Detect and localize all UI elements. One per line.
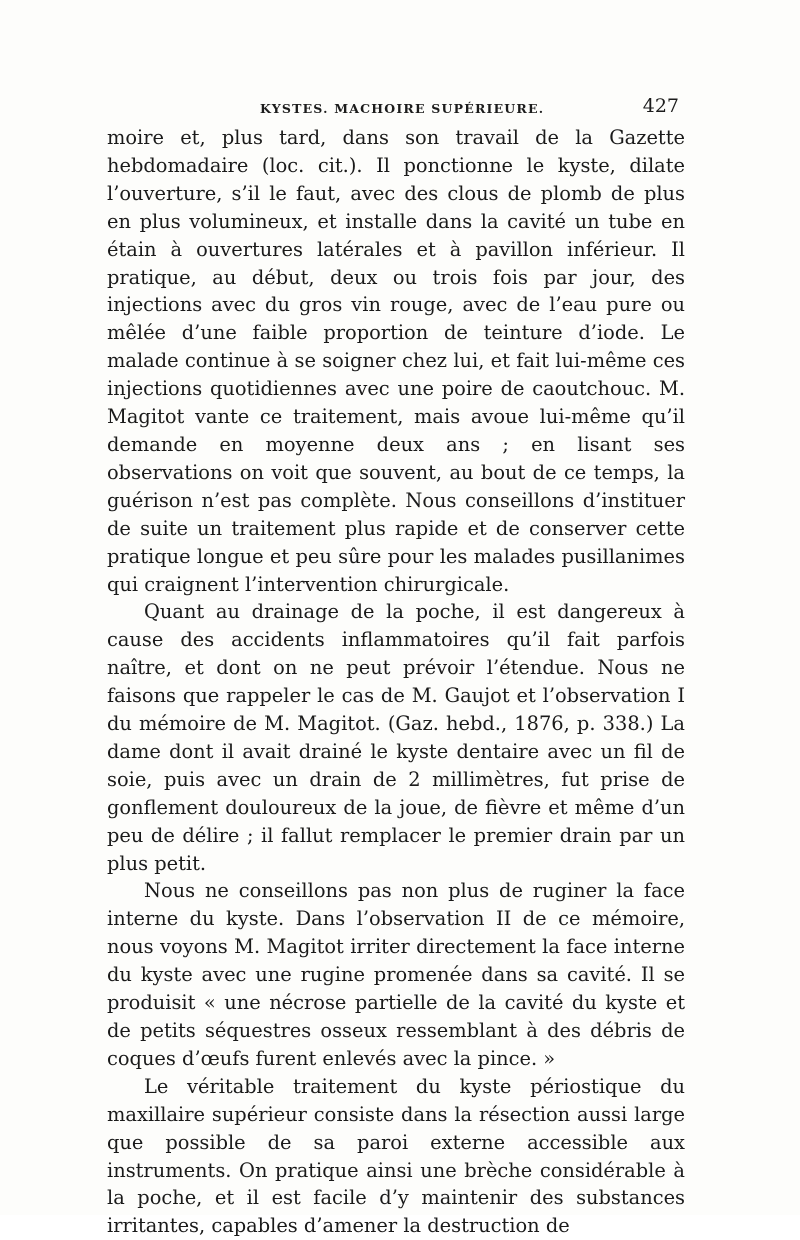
running-head xyxy=(107,95,685,119)
running-title: KYSTES. MACHOIRE SUPÉRIEURE. xyxy=(260,101,545,116)
paragraph-treatment: Le véritable traitement du kyste périostique du maxillaire supérieur consiste dans la résection aussi large que possible de sa paroi externe accessible aux instruments. On pratique ainsi une brèche considérable à la poche, et il est facile d’y maintenir des substances irritantes, capables d’amener la destruction de xyxy=(107,1074,685,1238)
body-text xyxy=(107,124,685,1240)
paragraph-continued: moire et, plus tard, dans son travail de la Gazette hebdomadaire (loc. cit.). Il ponctionne le kyste, dilate l’ouverture, s’il le faut, avec des clous de plomb de plus en plus volumineux, et installe dans la cavité un tube en étain à ouvertures latérales et à pavillon inférieur. Il pratique, au début, deux ou trois fois par jour, des injections avec du gros vin rouge, avec de l’eau pure ou mêlée d’une faible proportion de teinture d’iode. Le malade continue à se soigner chez lui, et fait lui-même ces injections quotidiennes avec une poire de caoutchouc. M. Magitot vante ce traitement, mais avoue lui-même qu’il demande en moyenne deux ans ; en lisant ses observations on voit que souvent, au bout de ce temps, la guérison n’est pas complète. Nous conseillons d’instituer de suite un traitement plus rapide et de conserver cette pratique longue et peu sûre pour les malades pusillanimes qui craignent l’intervention chirurgicale. xyxy=(107,126,685,596)
paragraph-rugination: Nous ne conseillons pas non plus de ruginer la face interne du kyste. Dans l’observation II de ce mémoire, nous voyons M. Magitot irriter directement la face interne du kyste avec une rugine promenée dans sa cavité. Il se produisit « une nécrose partielle de la cavité du kyste et de petits séquestres osseux ressemblant à des débris de coques d’œufs furent enlevés avec la pince. » xyxy=(107,879,685,1070)
page-number: 427 xyxy=(642,95,679,117)
paragraph-drainage: Quant au drainage de la poche, il est dangereux à cause des accidents inflammatoires qu’il fait parfois naître, et dont on ne peut prévoir l’étendue. Nous ne faisons que rappeler le cas de M. Gaujot et l’observation I du mémoire de M. Magitot. (Gaz. hebd., 1876, p. 338.) La dame dont il avait drainé le kyste dentaire avec un fil de soie, puis avec un drain de 2 millimètres, fut prise de gonflement douloureux de la joue, de fièvre et même d’un peu de délire ; il fallut remplacer le premier drain par un plus petit. xyxy=(107,600,685,875)
